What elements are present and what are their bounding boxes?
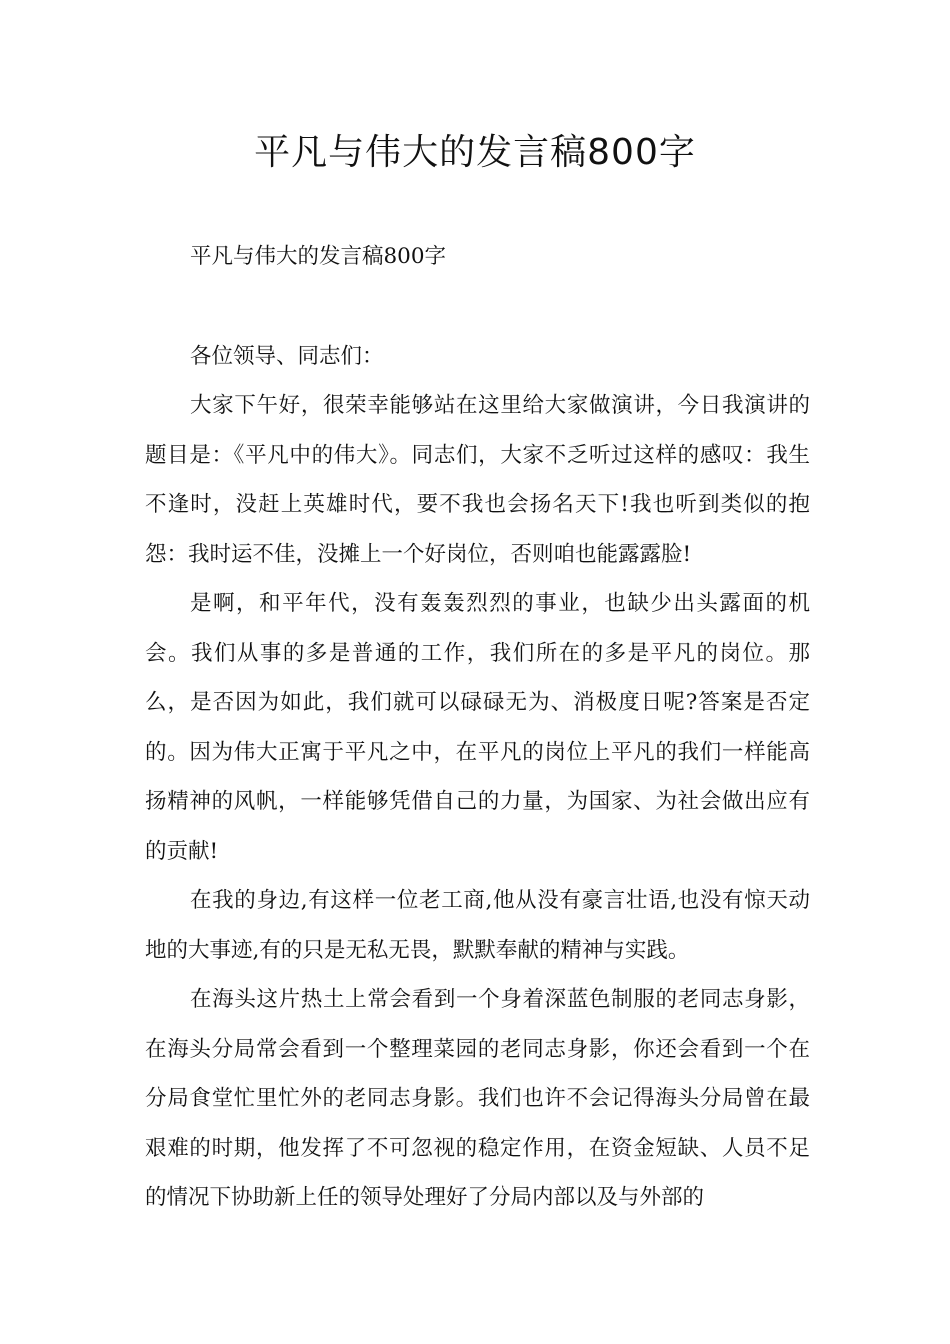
paragraph-3: 在我的身边,有这样一位老工商,他从没有豪言壮语,也没有惊天动地的大事迹,有的只是无私无畏，默默奉献的精神与实践。 [145,888,810,963]
paragraph-2: 是啊，和平年代，没有轰轰烈烈的事业，也缺少出头露面的机会。我们从事的多是普通的工作，我们所在的多是平凡的岗位。那么，是否因为如此，我们就可以碌碌无为、消极度日呢?答案是否定的。因为伟大正寓于平凡之中，在平凡的岗位上平凡的我们一样能高扬精神的风帆，一样能够凭借自己的力量，为国家、为社会做出应有的贡献! [145,591,810,864]
document-title: 平凡与伟大的发言稿800字 [254,132,696,173]
document-body [145,232,810,1223]
paragraph-greeting: 各位领导、同志们： [190,343,384,369]
paragraph-1: 大家下午好，很荣幸能够站在这里给大家做演讲，今日我演讲的题目是：《平凡中的伟大》。同志们，大家不乏听过这样的感叹：我生不逢时，没赶上英雄时代，要不我也会扬名天下!我也听到类似的抱怨：我时运不佳，没摊上一个好岗位，否则咱也能露露脸! [145,393,810,567]
document-subtitle: 平凡与伟大的发言稿800字 [190,244,447,269]
paragraph-4: 在海头这片热土上常会看到一个身着深蓝色制服的老同志身影，在海头分局常会看到一个整理菜园的老同志身影，你还会看到一个在分局食堂忙里忙外的老同志身影。我们也许不会记得海头分局曾在最艰难的时期，他发挥了不可忽视的稳定作用，在资金短缺、人员不足的情况下协助新上任的领导处理好了分局内部以及与外部的 [145,987,810,1210]
